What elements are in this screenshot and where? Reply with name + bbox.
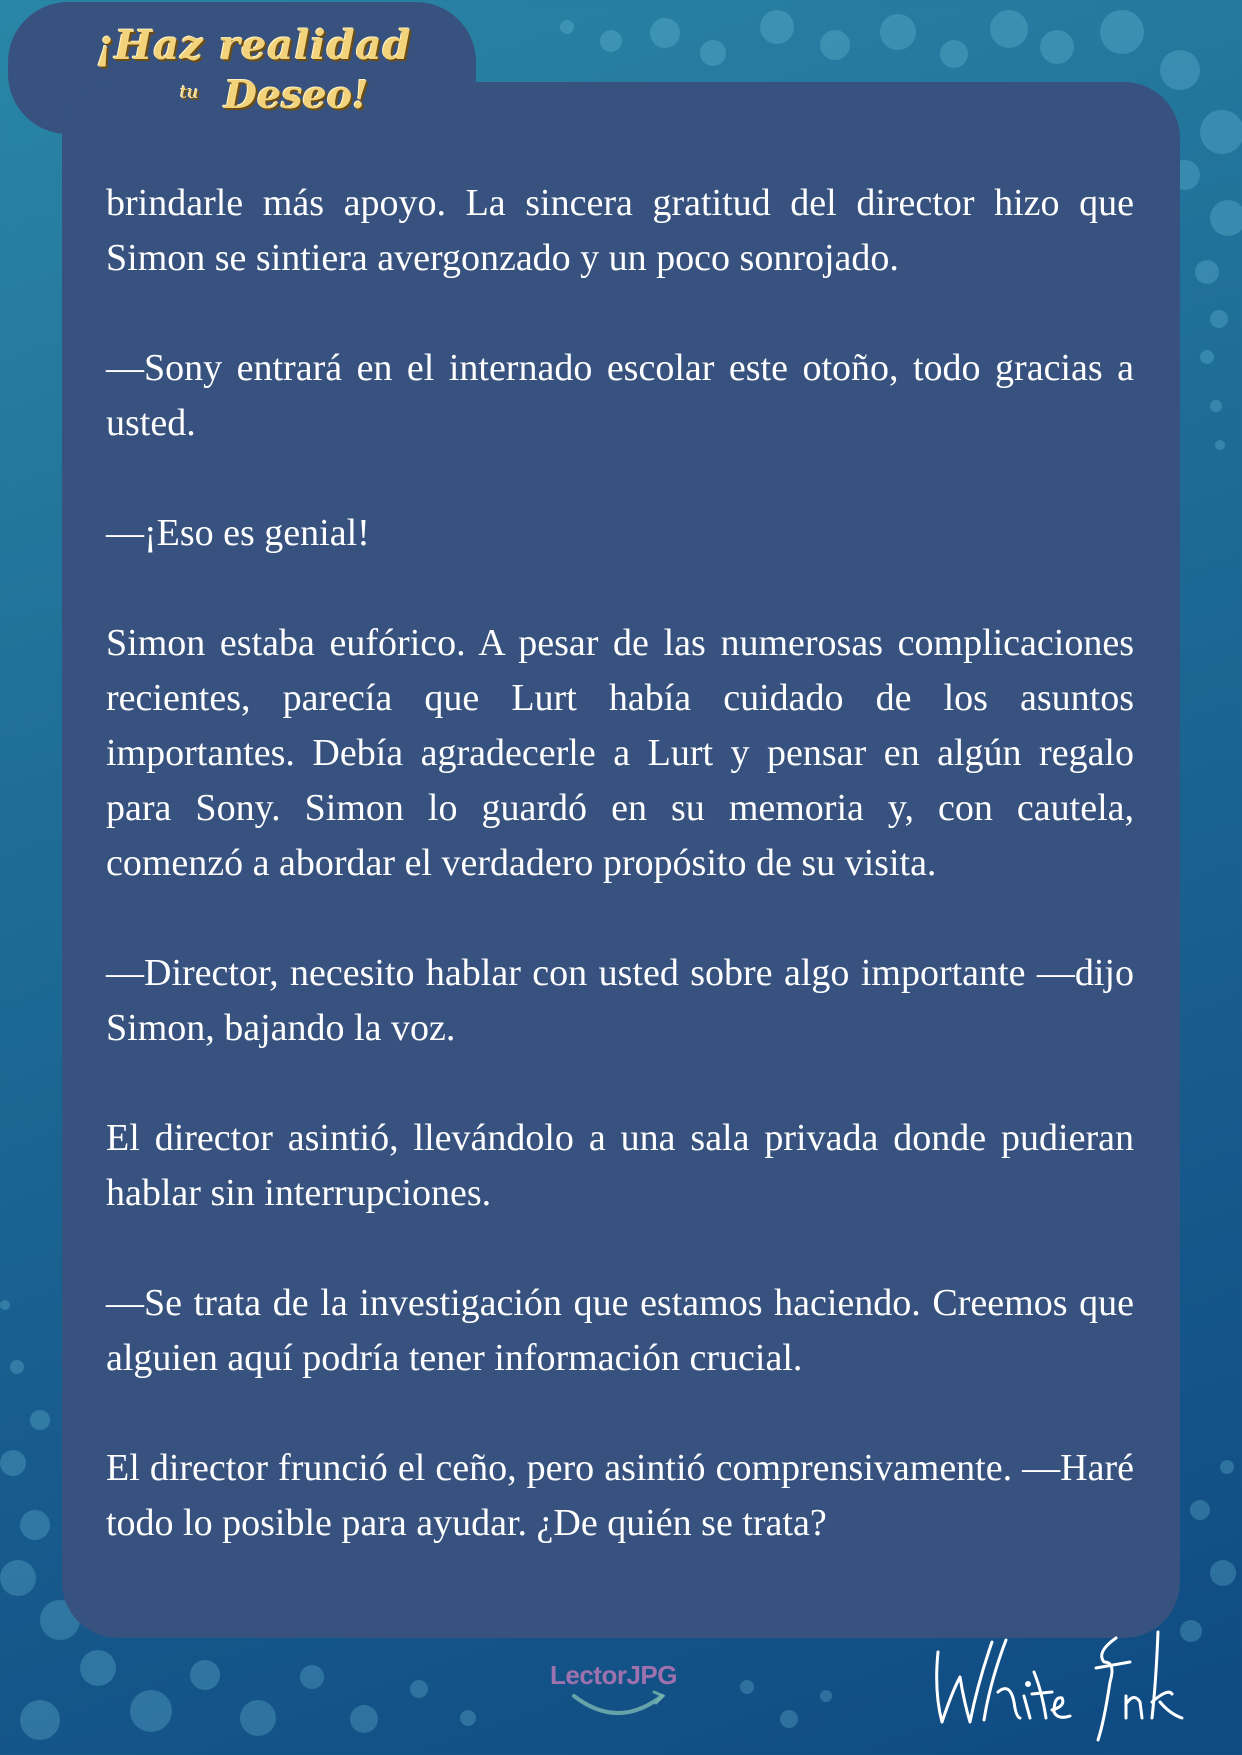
background-dot — [1100, 10, 1144, 54]
background-dot — [1040, 30, 1074, 64]
background-dot — [560, 20, 574, 34]
background-dot — [820, 30, 850, 60]
background-dot — [1200, 110, 1242, 154]
paragraph: —Director, necesito hablar con usted sobre algo importante —dijo Simon, bajando la voz. — [106, 952, 1134, 1049]
logo-line-3: Deseo! — [224, 72, 369, 117]
background-dot — [350, 1705, 378, 1733]
background-dot — [600, 30, 622, 52]
white-ink-signature — [920, 1622, 1210, 1742]
background-dot — [20, 1700, 60, 1740]
story-text — [106, 176, 1134, 1551]
background-dot — [80, 1650, 116, 1686]
smile-arc-icon — [568, 1690, 668, 1720]
background-dot — [1190, 1500, 1210, 1520]
background-dot — [0, 1560, 36, 1596]
background-dot — [1220, 1460, 1234, 1474]
background-dot — [410, 1680, 428, 1698]
background-dot — [740, 1680, 754, 1694]
background-dot — [780, 1710, 798, 1728]
background-dot — [0, 1450, 26, 1476]
background-dot — [820, 1690, 832, 1702]
background-dot — [300, 1665, 324, 1689]
background-dot — [1215, 440, 1225, 450]
background-dot — [460, 1710, 476, 1726]
paragraph: brindarle más apoyo. La sincera gratitud del director hizo que Simon se sintiera avergonzado y un poco sonrojado. — [106, 182, 1134, 279]
paragraph: Simon estaba eufórico. A pesar de las numerosas complicaciones recientes, parecía que Lurt había cuidado de los asuntos importantes. Debía agradecerle a Lurt y pensar en algún regalo para Sony. Simon lo guardó en su memoria y, con cautela, comenzó a abordar el verdadero propósito de su visita. — [106, 622, 1134, 884]
logo-line-1: ¡Haz realidad — [96, 22, 412, 69]
background-dot — [10, 1360, 24, 1374]
background-dot — [880, 14, 916, 50]
background-dot — [130, 1690, 172, 1732]
background-dot — [1210, 400, 1222, 412]
background-dot — [760, 10, 794, 44]
background-dot — [700, 40, 726, 66]
background-dot — [1210, 310, 1228, 328]
background-dot — [990, 10, 1028, 48]
background-dot — [1210, 200, 1242, 236]
paragraph: —Sony entrará en el internado escolar este otoño, todo gracias a usted. — [106, 347, 1134, 444]
background-dot — [1200, 350, 1214, 364]
paragraph: —¡Eso es genial! — [106, 512, 370, 554]
background-dot — [1160, 50, 1200, 90]
background-dot — [1210, 1560, 1236, 1586]
background-dot — [650, 18, 680, 48]
paragraph: El director asintió, llevándolo a una sala privada donde pudieran hablar sin interrupciones. — [106, 1117, 1134, 1214]
background-dot — [20, 1510, 50, 1540]
watermark-text: LectorJPG — [550, 1660, 677, 1690]
background-dot — [1195, 260, 1219, 284]
lectorjpg-watermark — [544, 1660, 694, 1730]
signature-icon — [920, 1622, 1210, 1742]
background-dot — [190, 1660, 220, 1690]
paragraph: —Se trata de la investigación que estamos haciendo. Creemos que alguien aquí podría tener información crucial. — [106, 1282, 1134, 1379]
background-dot — [30, 1410, 50, 1430]
site-logo — [96, 22, 412, 122]
paragraph: El director frunció el ceño, pero asintió comprensivamente. —Haré todo lo posible para ayudar. ¿De quién se trata? — [106, 1447, 1134, 1544]
background-dot — [0, 1300, 10, 1310]
background-dot — [240, 1700, 276, 1736]
background-dot — [940, 40, 968, 68]
logo-line-2: tu — [180, 82, 199, 103]
